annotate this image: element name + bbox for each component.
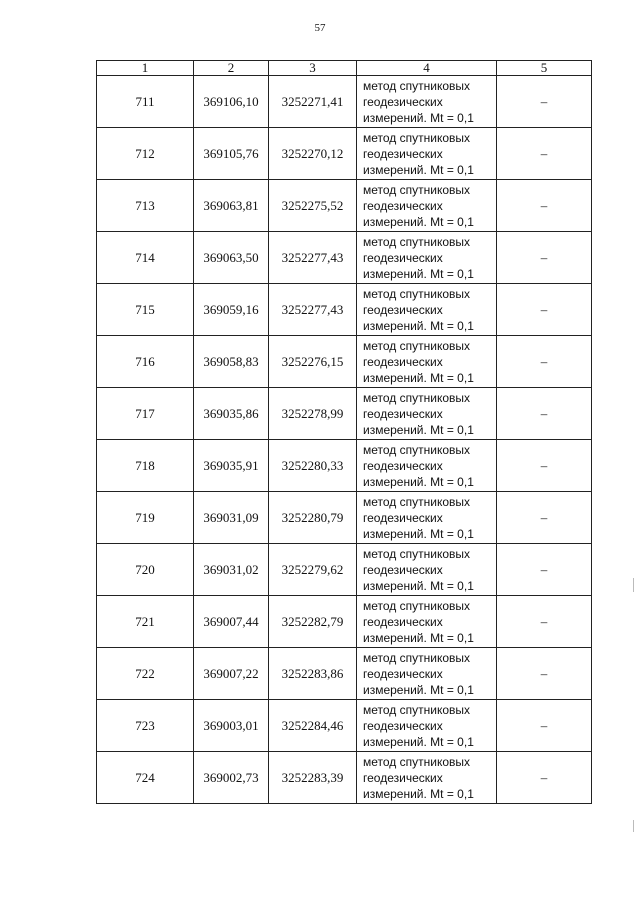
x-coordinate-cell: 369063,50 — [194, 232, 269, 284]
y-coordinate-cell: 3252284,46 — [269, 700, 357, 752]
note-cell — [497, 76, 592, 128]
method-text-line: геодезических — [363, 354, 443, 369]
point-number-cell: 719 — [97, 492, 194, 544]
method-text-line: геодезических — [363, 302, 443, 317]
dash-mark: – — [540, 93, 548, 109]
table-row — [97, 128, 592, 180]
table-row — [97, 284, 592, 336]
y-coordinate-cell: 3252271,41 — [269, 76, 357, 128]
method-text-line: геодезических — [363, 770, 443, 785]
x-coordinate-cell: 369007,44 — [194, 596, 269, 648]
y-coordinate-cell: 3252280,33 — [269, 440, 357, 492]
note-cell — [497, 648, 592, 700]
y-coordinate-cell: 3252277,43 — [269, 284, 357, 336]
point-number-cell: 711 — [97, 76, 194, 128]
method-text-line: измерений. Mt = 0,1 — [363, 422, 474, 437]
dash-mark: – — [540, 613, 548, 629]
note-cell — [497, 544, 592, 596]
method-cell — [357, 336, 497, 388]
method-text-line: измерений. Mt = 0,1 — [363, 318, 474, 333]
dash-mark: – — [540, 405, 548, 421]
dash-mark: – — [540, 145, 548, 161]
point-number-cell: 713 — [97, 180, 194, 232]
method-text-line: измерений. Mt = 0,1 — [363, 110, 474, 125]
method-text-line: измерений. Mt = 0,1 — [363, 370, 474, 385]
note-cell — [497, 700, 592, 752]
dash-mark: – — [540, 561, 548, 577]
point-number-cell: 722 — [97, 648, 194, 700]
table-row — [97, 180, 592, 232]
method-text-line: геодезических — [363, 406, 443, 421]
method-text-line: метод спутниковых — [363, 546, 471, 561]
method-cell — [357, 648, 497, 700]
method-text-line: измерений. Mt = 0,1 — [363, 266, 474, 281]
note-cell — [497, 596, 592, 648]
x-coordinate-cell: 369105,76 — [194, 128, 269, 180]
y-coordinate-cell: 3252276,15 — [269, 336, 357, 388]
method-text-line: метод спутниковых — [363, 442, 471, 457]
x-coordinate-cell: 369003,01 — [194, 700, 269, 752]
note-cell — [497, 752, 592, 804]
note-cell — [497, 232, 592, 284]
table-row — [97, 336, 592, 388]
x-coordinate-cell: 369031,02 — [194, 544, 269, 596]
x-coordinate-cell: 369002,73 — [194, 752, 269, 804]
method-cell — [357, 76, 497, 128]
point-number-cell: 720 — [97, 544, 194, 596]
table-row — [97, 492, 592, 544]
method-text-line: измерений. Mt = 0,1 — [363, 786, 474, 801]
note-cell — [497, 284, 592, 336]
method-text-line: геодезических — [363, 146, 443, 161]
coordinates-table — [96, 60, 592, 804]
note-cell — [497, 440, 592, 492]
dash-mark: – — [540, 509, 548, 525]
note-cell — [497, 128, 592, 180]
dash-mark: – — [540, 249, 548, 265]
y-coordinate-cell: 3252283,39 — [269, 752, 357, 804]
note-cell — [497, 492, 592, 544]
method-cell — [357, 596, 497, 648]
x-coordinate-cell: 369106,10 — [194, 76, 269, 128]
table-row — [97, 440, 592, 492]
method-text-line: геодезических — [363, 510, 443, 525]
method-text-line: измерений. Mt = 0,1 — [363, 630, 474, 645]
point-number-cell: 715 — [97, 284, 194, 336]
method-text-line: метод спутниковых — [363, 182, 471, 197]
method-text-line: метод спутниковых — [363, 390, 471, 405]
method-text-line: геодезических — [363, 666, 443, 681]
method-text-line: геодезических — [363, 250, 443, 265]
point-number-cell: 712 — [97, 128, 194, 180]
x-coordinate-cell: 369035,91 — [194, 440, 269, 492]
method-text-line: метод спутниковых — [363, 702, 471, 717]
column-header: 5 — [497, 61, 592, 76]
dash-mark: – — [540, 353, 548, 369]
method-text-line: метод спутниковых — [363, 338, 471, 353]
method-text-line: метод спутниковых — [363, 650, 471, 665]
y-coordinate-cell: 3252277,43 — [269, 232, 357, 284]
table-row — [97, 232, 592, 284]
y-coordinate-cell: 3252270,12 — [269, 128, 357, 180]
table-row — [97, 700, 592, 752]
point-number-cell: 723 — [97, 700, 194, 752]
dash-mark: – — [540, 717, 548, 733]
table-header-row — [97, 61, 592, 76]
column-header: 4 — [357, 61, 497, 76]
dash-mark: – — [540, 769, 548, 785]
column-header: 2 — [194, 61, 269, 76]
method-text-line: измерений. Mt = 0,1 — [363, 578, 474, 593]
y-coordinate-cell: 3252283,86 — [269, 648, 357, 700]
table-row — [97, 388, 592, 440]
x-coordinate-cell: 369058,83 — [194, 336, 269, 388]
point-number-cell: 714 — [97, 232, 194, 284]
column-header: 3 — [269, 61, 357, 76]
method-text-line: метод спутниковых — [363, 130, 471, 145]
point-number-cell: 716 — [97, 336, 194, 388]
note-cell — [497, 180, 592, 232]
method-text-line: измерений. Mt = 0,1 — [363, 734, 474, 749]
method-text-line: геодезических — [363, 458, 443, 473]
note-cell — [497, 336, 592, 388]
scan-edge-mark — [633, 578, 634, 592]
method-text-line: измерений. Mt = 0,1 — [363, 162, 474, 177]
table-row — [97, 648, 592, 700]
method-text-line: метод спутниковых — [363, 78, 471, 93]
method-cell — [357, 700, 497, 752]
method-cell — [357, 440, 497, 492]
x-coordinate-cell: 369007,22 — [194, 648, 269, 700]
x-coordinate-cell: 369031,09 — [194, 492, 269, 544]
method-cell — [357, 180, 497, 232]
table-row — [97, 544, 592, 596]
method-text-line: метод спутниковых — [363, 598, 471, 613]
method-text-line: измерений. Mt = 0,1 — [363, 474, 474, 489]
method-text-line: геодезических — [363, 718, 443, 733]
point-number-cell: 724 — [97, 752, 194, 804]
dash-mark: – — [540, 197, 548, 213]
table-row — [97, 596, 592, 648]
method-cell — [357, 544, 497, 596]
method-cell — [357, 232, 497, 284]
x-coordinate-cell: 369059,16 — [194, 284, 269, 336]
y-coordinate-cell: 3252282,79 — [269, 596, 357, 648]
method-text-line: геодезических — [363, 94, 443, 109]
note-cell — [497, 388, 592, 440]
column-header: 1 — [97, 61, 194, 76]
method-text-line: метод спутниковых — [363, 494, 471, 509]
method-text-line: геодезических — [363, 614, 443, 629]
method-cell — [357, 284, 497, 336]
x-coordinate-cell: 369063,81 — [194, 180, 269, 232]
dash-mark: – — [540, 665, 548, 681]
method-text-line: измерений. Mt = 0,1 — [363, 526, 474, 541]
method-cell — [357, 752, 497, 804]
scan-edge-mark — [633, 820, 634, 832]
dash-mark: – — [540, 457, 548, 473]
method-text-line: измерений. Mt = 0,1 — [363, 682, 474, 697]
table-row — [97, 752, 592, 804]
method-text-line: измерений. Mt = 0,1 — [363, 214, 474, 229]
page-number: 57 — [314, 22, 326, 34]
point-number-cell: 717 — [97, 388, 194, 440]
x-coordinate-cell: 369035,86 — [194, 388, 269, 440]
point-number-cell: 721 — [97, 596, 194, 648]
table-row — [97, 76, 592, 128]
method-text-line: метод спутниковых — [363, 234, 471, 249]
y-coordinate-cell: 3252279,62 — [269, 544, 357, 596]
y-coordinate-cell: 3252280,79 — [269, 492, 357, 544]
method-text-line: геодезических — [363, 198, 443, 213]
y-coordinate-cell: 3252275,52 — [269, 180, 357, 232]
point-number-cell: 718 — [97, 440, 194, 492]
y-coordinate-cell: 3252278,99 — [269, 388, 357, 440]
method-text-line: метод спутниковых — [363, 286, 471, 301]
method-cell — [357, 492, 497, 544]
table-body — [97, 61, 592, 804]
dash-mark: – — [540, 301, 548, 317]
method-text-line: метод спутниковых — [363, 754, 471, 769]
method-cell — [357, 128, 497, 180]
method-cell — [357, 388, 497, 440]
method-text-line: геодезических — [363, 562, 443, 577]
